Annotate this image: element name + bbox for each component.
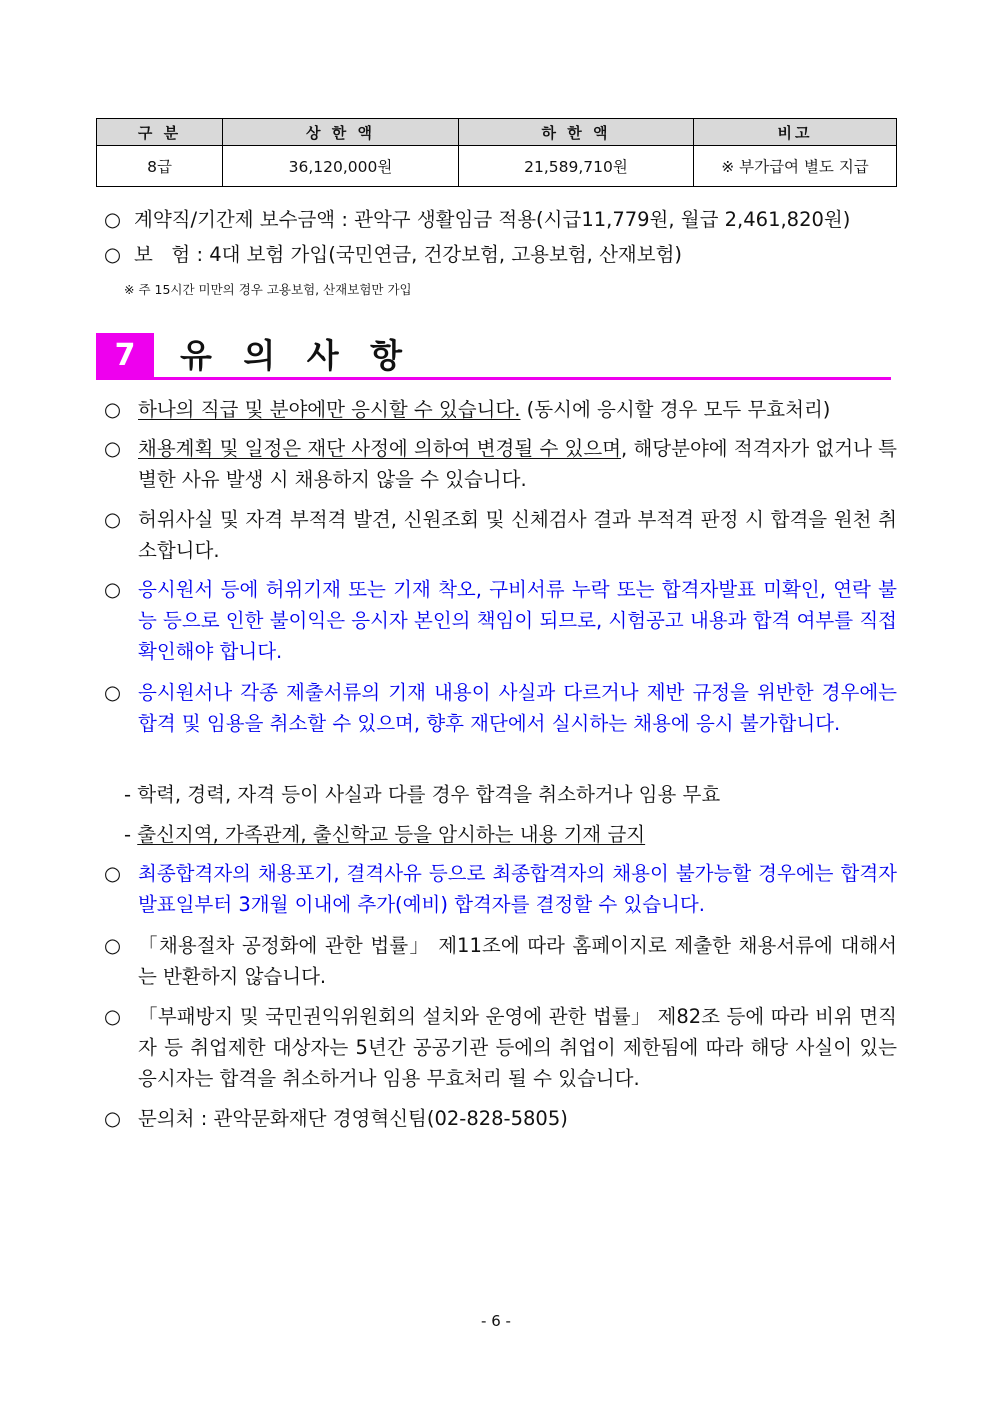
circle-bullet-icon: ○ [104, 437, 122, 460]
table-cell: ※ 부가급여 별도 지급 [694, 146, 897, 187]
table-header: 하 한 액 [459, 119, 694, 146]
dash-item: - 학력, 경력, 자격 등이 사실과 다를 경우 합격을 취소하거나 임용 무효 [124, 783, 721, 806]
circle-bullet-icon: ○ [104, 508, 122, 531]
notice-item [104, 930, 897, 992]
pay-note-text: 계약직/기간제 보수금액 : 관악구 생활임금 적용(시급11,779원, 월급 2,461,820원) [134, 208, 851, 231]
section-title: 유 의 사 항 [180, 336, 412, 375]
table-row [97, 146, 897, 187]
circle-bullet-icon: ○ [104, 578, 122, 601]
insurance-note [104, 240, 682, 270]
pay-table [96, 118, 897, 187]
notice-text: 「부패방지 및 국민권익위원회의 설치와 운영에 관한 법률」 제82조 등에 따라 비위 면직자 등 취업제한 대상자는 5년간 공공기관 등에의 취업이 제한됨에 따라 해당 사실이 있는 응시자는 합격을 취소하거나 임용 무효처리 될 수 있습니다. [138, 1005, 897, 1090]
notice-text: 「채용절차 공정화에 관한 법률」 제11조에 따라 홈페이지로 제출한 채용서류에 대해서는 반환하지 않습니다. [138, 934, 897, 988]
page-number: - 6 - [481, 1312, 511, 1330]
notice-item [104, 504, 897, 566]
circle-bullet-icon: ○ [104, 208, 122, 231]
notice-text: 최종합격자의 채용포기, 결격사유 등으로 최종합격자의 채용이 불가능할 경우에는 합격자 발표일부터 3개월 이내에 추가(예비) 합격자를 결정할 수 있습니다. [138, 862, 897, 916]
notice-text: , 해당분야에 적격자가 없거나 특별한 사유 발생 시 채용하지 않을 수 있습니다. [138, 437, 897, 491]
circle-bullet-icon: ○ [104, 1005, 122, 1028]
table-header: 구 분 [97, 119, 223, 146]
notice-item [104, 1103, 897, 1134]
notice-item [104, 677, 897, 739]
section-rule [96, 377, 891, 380]
insurance-note-text: 보 험 : 4대 보험 가입(국민연금, 건강보험, 고용보험, 산재보험) [134, 243, 683, 266]
pay-note [104, 205, 850, 235]
notice-underlined-text: 채용계획 및 일정은 재단 사정에 의하여 변경될 수 있으며 [138, 437, 622, 460]
notice-item [104, 1001, 897, 1094]
circle-bullet-icon: ○ [104, 398, 122, 421]
table-header: 비고 [694, 119, 897, 146]
dash-underlined-text: 출신지역, 가족관계, 출신학교 등을 암시하는 내용 기재 금지 [137, 823, 646, 846]
notice-text: 문의처 : 관악문화재단 경영혁신팀(02-828-5805) [138, 1107, 568, 1130]
table-header: 상 한 액 [223, 119, 459, 146]
table-cell: 21,589,710원 [459, 146, 694, 187]
circle-bullet-icon: ○ [104, 243, 122, 266]
notice-text: 응시원서 등에 허위기재 또는 기재 착오, 구비서류 누락 또는 합격자발표 미확인, 연락 불능 등으로 인한 불이익은 응시자 본인의 책임이 되므로, 시험공고 내용과 합격 여부를 직접 확인해야 합니다. [138, 578, 897, 663]
notice-item [104, 574, 897, 667]
notice-text: 허위사실 및 자격 부적격 발견, 신원조회 및 신체검사 결과 부적격 판정 시 합격을 원천 취소합니다. [138, 508, 897, 562]
table-cell: 36,120,000원 [223, 146, 459, 187]
small-note: ※ 주 15시간 미만의 경우 고용보험, 산재보험만 가입 [124, 282, 412, 297]
notice-item [104, 394, 897, 425]
table-header-row [97, 119, 897, 146]
notice-text: (동시에 응시할 경우 모두 무효처리) [520, 398, 831, 421]
circle-bullet-icon: ○ [104, 681, 122, 704]
notice-item [104, 858, 897, 920]
table-cell: 8급 [97, 146, 223, 187]
dash-item [124, 819, 645, 850]
dash-prefix: - [124, 823, 138, 846]
circle-bullet-icon: ○ [104, 862, 122, 885]
circle-bullet-icon: ○ [104, 1107, 122, 1130]
notice-item [104, 433, 897, 495]
circle-bullet-icon: ○ [104, 934, 122, 957]
notice-underlined-text: 하나의 직급 및 분야에만 응시할 수 있습니다. [138, 398, 521, 421]
notice-text: 응시원서나 각종 제출서류의 기재 내용이 사실과 다르거나 제반 규정을 위반한 경우에는 합격 및 임용을 취소할 수 있으며, 향후 재단에서 실시하는 채용에 응시 불가합니다. [138, 681, 897, 735]
section-number: 7 [96, 333, 154, 379]
